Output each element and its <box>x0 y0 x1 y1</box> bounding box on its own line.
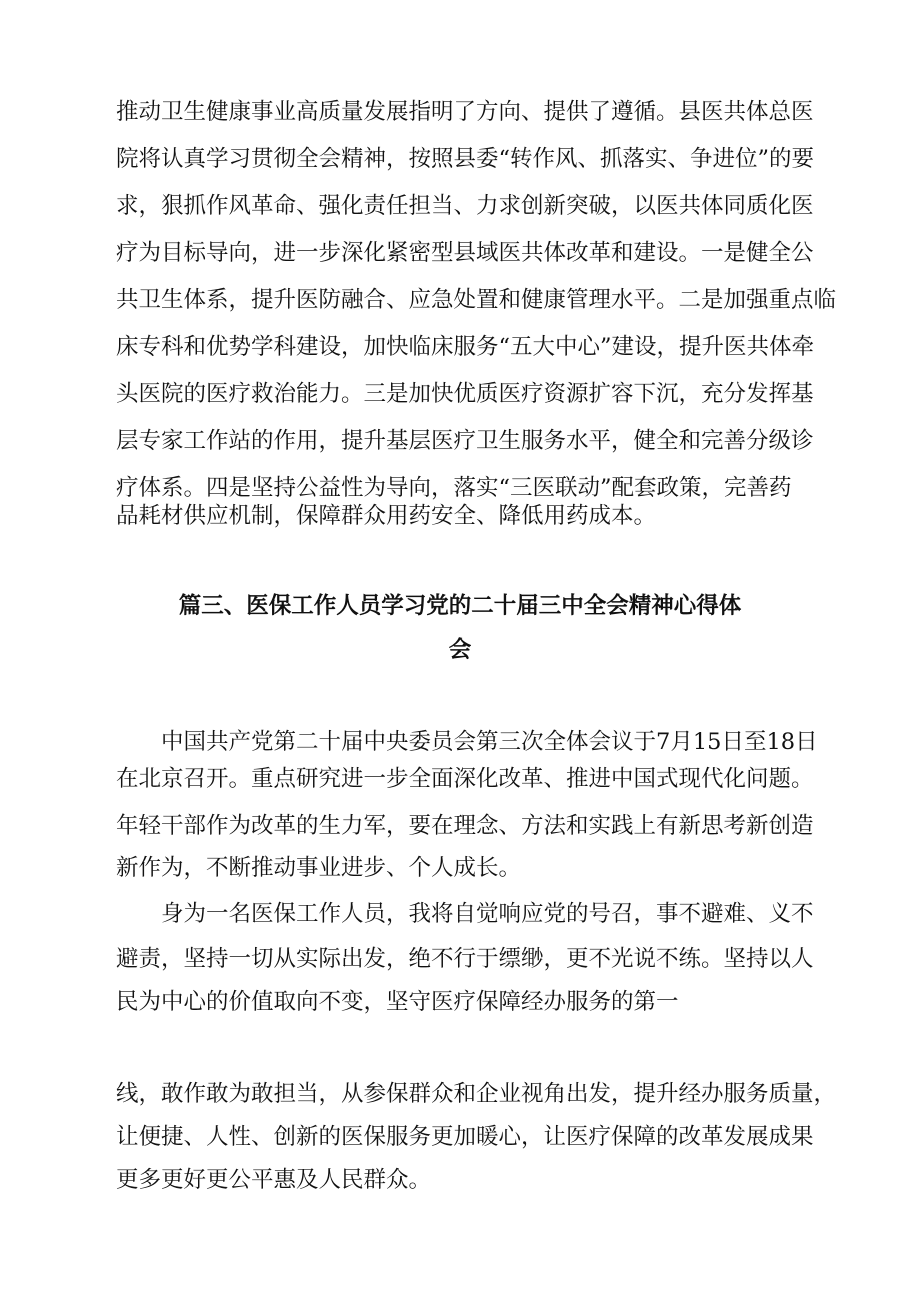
text-line: 品耗材供应机制，保障群众用药安全、降低用药成本。 <box>116 503 657 529</box>
text-line: 线，敢作敢为敢担当，从参保群众和企业视角出发，提升经办服务质量， <box>116 1081 837 1107</box>
section-title: 篇三、医保工作人员学习党的二十届三中全会精神心得体 <box>178 593 742 619</box>
text-line: 头医院的医疗救治能力。三是加快优质医疗资源扩容下沉，充分发挥基 <box>116 381 814 407</box>
text-line: 年轻干部作为改革的生力军，要在理念、方法和实践上有新思考新创造 <box>116 813 814 839</box>
text-line: 疗体系。四是坚持公益性为导向，落实“三医联动”配套政策，完善药 <box>116 475 792 501</box>
text-line: 避责，坚持一切从实际出发，绝不行于缥缈，更不光说不练。坚持以人 <box>116 946 814 972</box>
text-line: 身为一名医保工作人员，我将自觉响应党的号召，事不避难、义不 <box>161 901 814 927</box>
text-line: 床专科和优势学科建设，加快临床服务“五大中心”建设，提升医共体牵 <box>116 334 815 360</box>
text-line: 共卫生体系，提升医防融合、应急处置和健康管理水平。二是加强重点临 <box>116 287 837 313</box>
text-line: 新作为，不断推动事业进步、个人成长。 <box>116 855 522 881</box>
text-line: 在北京召开。重点研究进一步全面深化改革、推进中国式现代化问题。 <box>116 766 814 792</box>
text-line: 院将认真学习贯彻全会精神，按照县委“转作风、抓落实、争进位”的要 <box>116 146 815 172</box>
text-line: 疗为目标导向，进一步深化紧密型县域医共体改革和建设。一是健全公 <box>116 240 814 266</box>
text-line: 更多更好更公平惠及人民群众。 <box>116 1167 432 1193</box>
text-line: 让便捷、人性、创新的医保服务更加暖心，让医疗保障的改革发展成果 <box>116 1124 814 1150</box>
text-line: 民为中心的价值取向不变，坚守医疗保障经办服务的第一 <box>116 989 679 1015</box>
section-title-continued: 会 <box>448 637 472 663</box>
text-line: 推动卫生健康事业高质量发展指明了方向、提供了遵循。县医共体总医 <box>116 99 814 125</box>
text-line: 中国共产党第二十届中央委员会第三次全体会议于7月15日至18日 <box>161 729 818 755</box>
text-line: 求，狠抓作风革命、强化责任担当、力求创新突破，以医共体同质化医 <box>116 193 814 219</box>
text-line: 层专家工作站的作用，提升基层医疗卫生服务水平，健全和完善分级诊 <box>116 428 814 454</box>
